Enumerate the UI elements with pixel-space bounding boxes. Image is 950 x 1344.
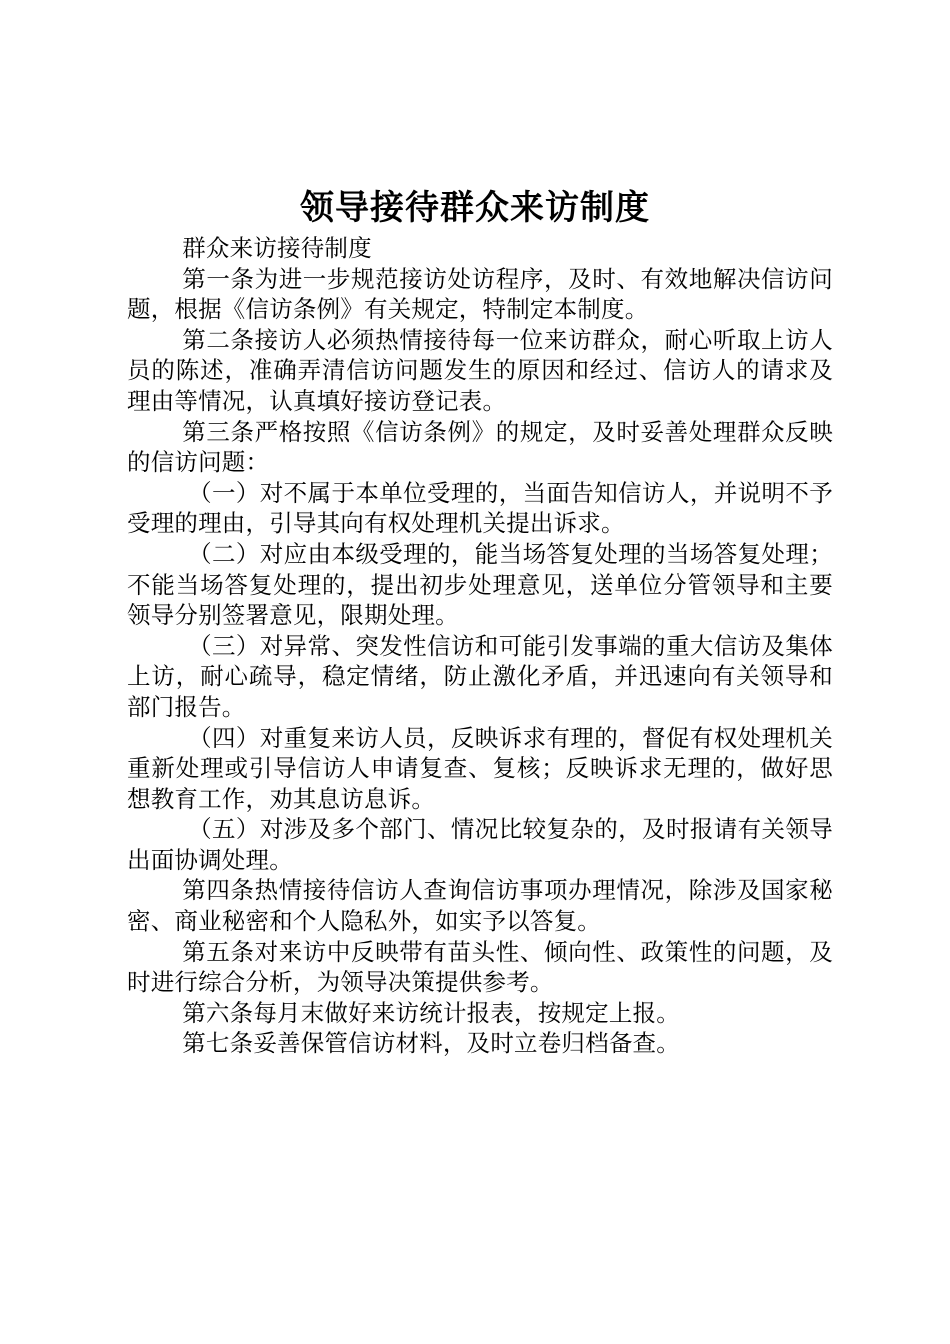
document-title: 领导接待群众来访制度 — [300, 188, 650, 228]
paragraph-item-3: （三）对异常、突发性信访和可能引发事端的重大信访及集体上访，耐心疏导，稳定情绪，防止激化矛盾，并迅速向有关领导和部门报告。 — [127, 631, 833, 721]
paragraph-subtitle: 群众来访接待制度 — [182, 234, 372, 262]
paragraph-article-7: 第七条妥善保管信访材料，及时立卷归档备查。 — [182, 1029, 680, 1058]
paragraph-article-5: 第五条对来访中反映带有苗头性、倾向性、政策性的问题，及时进行综合分析，为领导决策提供参考。 — [127, 937, 833, 997]
paragraph-article-3: 第三条严格按照《信访条例》的规定，及时妥善处理群众反映的信访问题： — [127, 417, 833, 477]
paragraph-item-1: （一）对不属于本单位受理的，当面告知信访人，并说明不予受理的理由，引导其向有权处理机关提出诉求。 — [127, 478, 833, 538]
paragraph-item-4: （四）对重复来访人员，反映诉求有理的，督促有权处理机关重新处理或引导信访人申请复查、复核；反映诉求无理的，做好思想教育工作，劝其息访息诉。 — [127, 723, 833, 813]
paragraph-article-4: 第四条热情接待信访人查询信访事项办理情况，除涉及国家秘密、商业秘密和个人隐私外，如实予以答复。 — [127, 876, 833, 936]
paragraph-item-5: （五）对涉及多个部门、情况比较复杂的，及时报请有关领导出面协调处理。 — [127, 815, 833, 874]
paragraph-article-1: 第一条为进一步规范接访处访程序，及时、有效地解决信访问题，根据《信访条例》有关规定，特制定本制度。 — [127, 264, 833, 324]
document-body — [127, 233, 833, 1059]
paragraph-item-2: （二）对应由本级受理的，能当场答复处理的当场答复处理；不能当场答复处理的，提出初步处理意见，送单位分管领导和主要领导分别签署意见，限期处理。 — [127, 539, 833, 630]
paragraph-article-2: 第二条接访人必须热情接待每一位来访群众，耐心听取上访人员的陈述，准确弄清信访问题发生的原因和经过、信访人的请求及理由等情况，认真填好接访登记表。 — [127, 325, 833, 415]
paragraph-article-6: 第六条每月末做好来访统计报表，按规定上报。 — [182, 998, 680, 1027]
